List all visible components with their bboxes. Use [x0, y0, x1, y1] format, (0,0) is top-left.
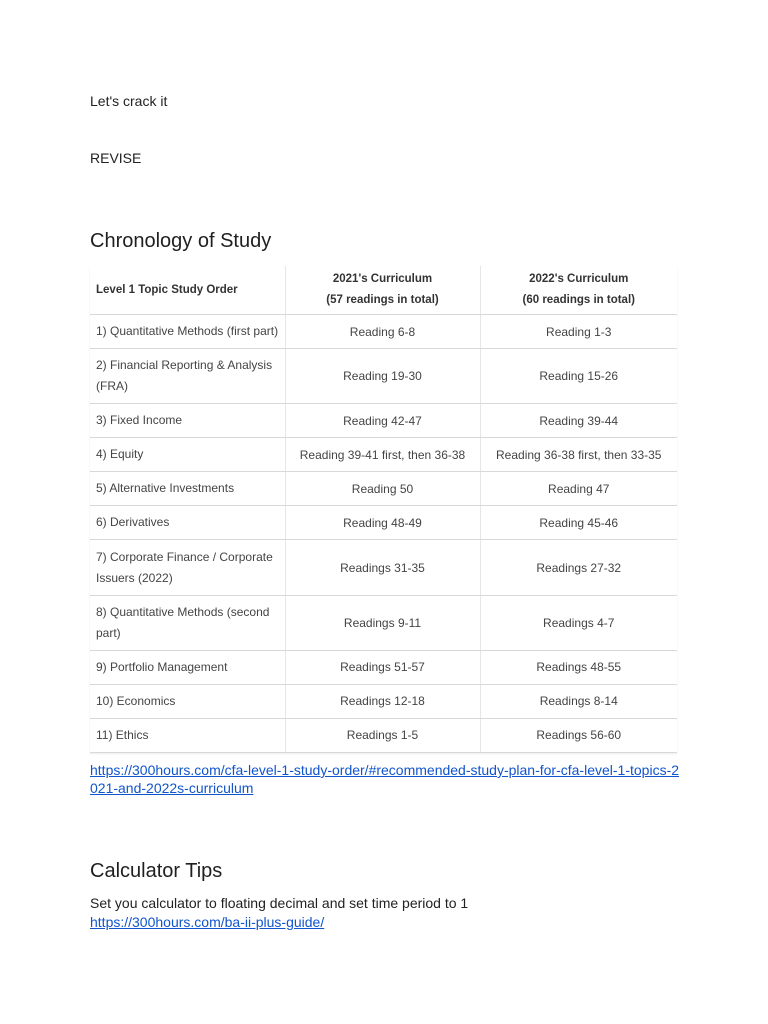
topic-cell: 7) Corporate Finance / Corporate Issuers (2022) — [90, 540, 285, 595]
topic-cell: 6) Derivatives — [90, 506, 285, 540]
reading-2022-cell: Readings 48-55 — [480, 650, 677, 684]
reading-2021-cell: Readings 51-57 — [285, 650, 480, 684]
table-row — [90, 404, 677, 438]
table-row — [90, 506, 677, 540]
calculator-guide-link[interactable]: https://300hours.com/ba-ii-plus-guide/ — [90, 914, 325, 930]
reading-2021-cell: Readings 12-18 — [285, 684, 480, 718]
table-row — [90, 718, 677, 752]
reading-2021-cell: Reading 42-47 — [285, 404, 480, 438]
reading-2022-cell: Readings 56-60 — [480, 718, 677, 752]
topic-cell: 10) Economics — [90, 684, 285, 718]
topic-cell: 9) Portfolio Management — [90, 650, 285, 684]
header-topic: Level 1 Topic Study Order — [90, 266, 285, 315]
topic-cell: 2) Financial Reporting & Analysis (FRA) — [90, 349, 285, 404]
revise-text: REVISE — [90, 150, 142, 166]
header-2021: 2021's Curriculum (57 readings in total) — [285, 266, 480, 315]
table-row — [90, 315, 677, 349]
reading-2022-cell: Reading 45-46 — [480, 506, 677, 540]
topic-cell: 11) Ethics — [90, 718, 285, 752]
reading-2022-cell: Readings 4-7 — [480, 595, 677, 650]
intro-text: Let's crack it — [90, 93, 168, 109]
topic-cell: 1) Quantitative Methods (first part) — [90, 315, 285, 349]
study-order-link-block — [90, 761, 679, 797]
reading-2022-cell: Readings 27-32 — [480, 540, 677, 595]
study-order-table — [90, 266, 677, 753]
calculator-link-block — [90, 913, 324, 931]
reading-2021-cell: Reading 39-41 first, then 36-38 — [285, 438, 480, 472]
reading-2021-cell: Reading 6-8 — [285, 315, 480, 349]
topic-cell: 8) Quantitative Methods (second part) — [90, 595, 285, 650]
reading-2021-cell: Reading 50 — [285, 472, 480, 506]
reading-2021-cell: Reading 19-30 — [285, 349, 480, 404]
calculator-text: Set you calculator to floating decimal and set time period to 1 — [90, 895, 469, 911]
reading-2022-cell: Reading 39-44 — [480, 404, 677, 438]
calculator-heading: Calculator Tips — [90, 860, 223, 882]
topic-cell: 5) Alternative Investments — [90, 472, 285, 506]
table-row — [90, 595, 677, 650]
chronology-heading: Chronology of Study — [90, 230, 272, 252]
table-row — [90, 684, 677, 718]
table-row — [90, 650, 677, 684]
reading-2021-cell: Readings 31-35 — [285, 540, 480, 595]
topic-cell: 3) Fixed Income — [90, 404, 285, 438]
reading-2022-cell: Reading 47 — [480, 472, 677, 506]
reading-2021-cell: Readings 9-11 — [285, 595, 480, 650]
reading-2022-cell: Reading 36-38 first, then 33-35 — [480, 438, 677, 472]
study-order-link[interactable]: https://300hours.com/cfa-level-1-study-order/#recommended-study-plan-for-cfa-level-1-topics-2 021-and-2022s-curriculum — [90, 762, 680, 796]
table-row — [90, 349, 677, 404]
table-row — [90, 472, 677, 506]
table-row — [90, 540, 677, 595]
reading-2022-cell: Readings 8-14 — [480, 684, 677, 718]
table-row — [90, 438, 677, 472]
reading-2021-cell: Readings 1-5 — [285, 718, 480, 752]
reading-2022-cell: Reading 1-3 — [480, 315, 677, 349]
reading-2021-cell: Reading 48-49 — [285, 506, 480, 540]
header-2022: 2022's Curriculum (60 readings in total) — [480, 266, 677, 315]
reading-2022-cell: Reading 15-26 — [480, 349, 677, 404]
topic-cell: 4) Equity — [90, 438, 285, 472]
